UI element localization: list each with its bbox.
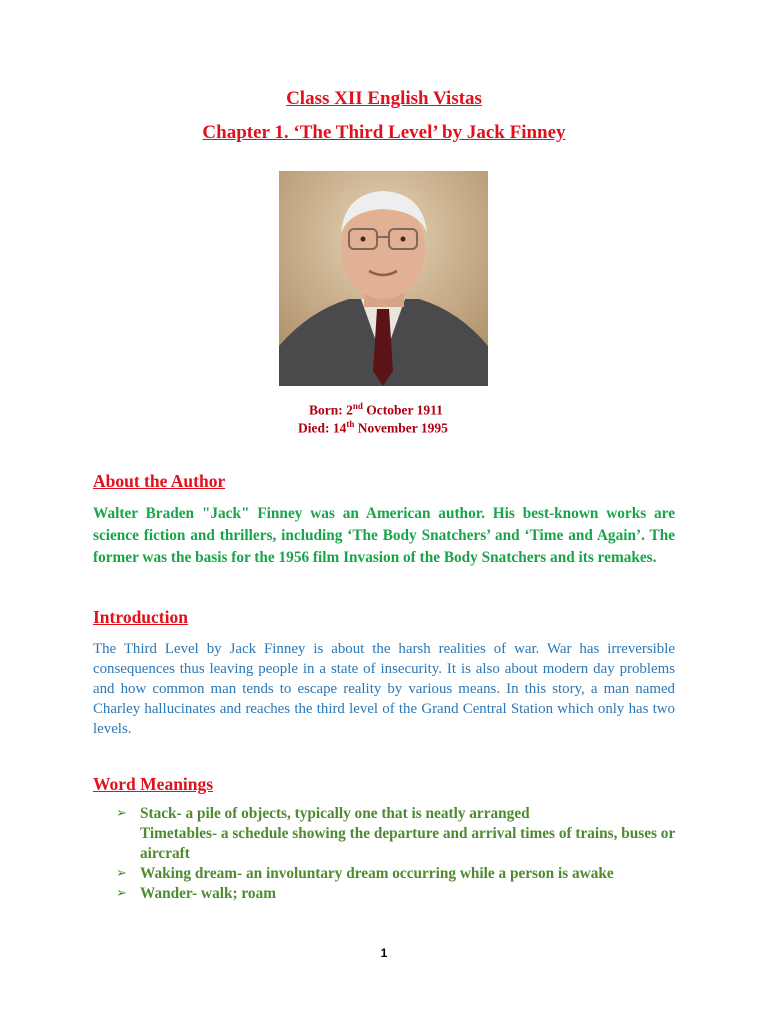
introduction-paragraph: The Third Level by Jack Finney is about the harsh realities of war. War has irreversible consequences thus leaving people in a state of insecurity. It is also about modern day problems and how common man tends to escape reality by various means. In this story, a man named Charley hallucinates and reaches the third level of the Grand Central Station which only has two levels. [93,641,675,737]
death-date: Died: 14th November 1995 [298,419,448,436]
word-meanings-heading: Word Meanings [93,774,214,794]
list-item: Timetables- a schedule showing the departure and arrival times of trains, buses or aircraft [140,825,675,862]
list-item: ➢ Stack- a pile of objects, typically one that is neatly arranged [116,805,530,822]
list-item: ➢ Wander- walk; roam [116,885,276,902]
arrow-bullet-icon: ➢ [116,866,127,881]
word-meanings-list [116,804,676,904]
introduction-heading: Introduction [93,607,188,627]
document-title: Class XII English Vistas [286,88,482,109]
chapter-title: Chapter 1. ‘The Third Level’ by Jack Finney [202,122,566,143]
page-number: 1 [380,946,388,960]
about-paragraph: Walter Braden "Jack" Finney was an American author. His best-known works are science fiction and thrillers, including ‘The Body Snatchers’ and ‘Time and Again’. The former was the basis for the 1956 film Invasion of the Body Snatchers and its remakes. [93,505,675,566]
arrow-bullet-icon: ➢ [116,806,127,821]
arrow-bullet-icon: ➢ [116,886,127,901]
about-heading: About the Author [93,471,226,491]
author-portrait [279,171,488,386]
birth-date: Born: 2nd October 1911 [309,401,443,418]
list-item: ➢ Waking dream- an involuntary dream occurring while a person is awake [116,865,614,882]
